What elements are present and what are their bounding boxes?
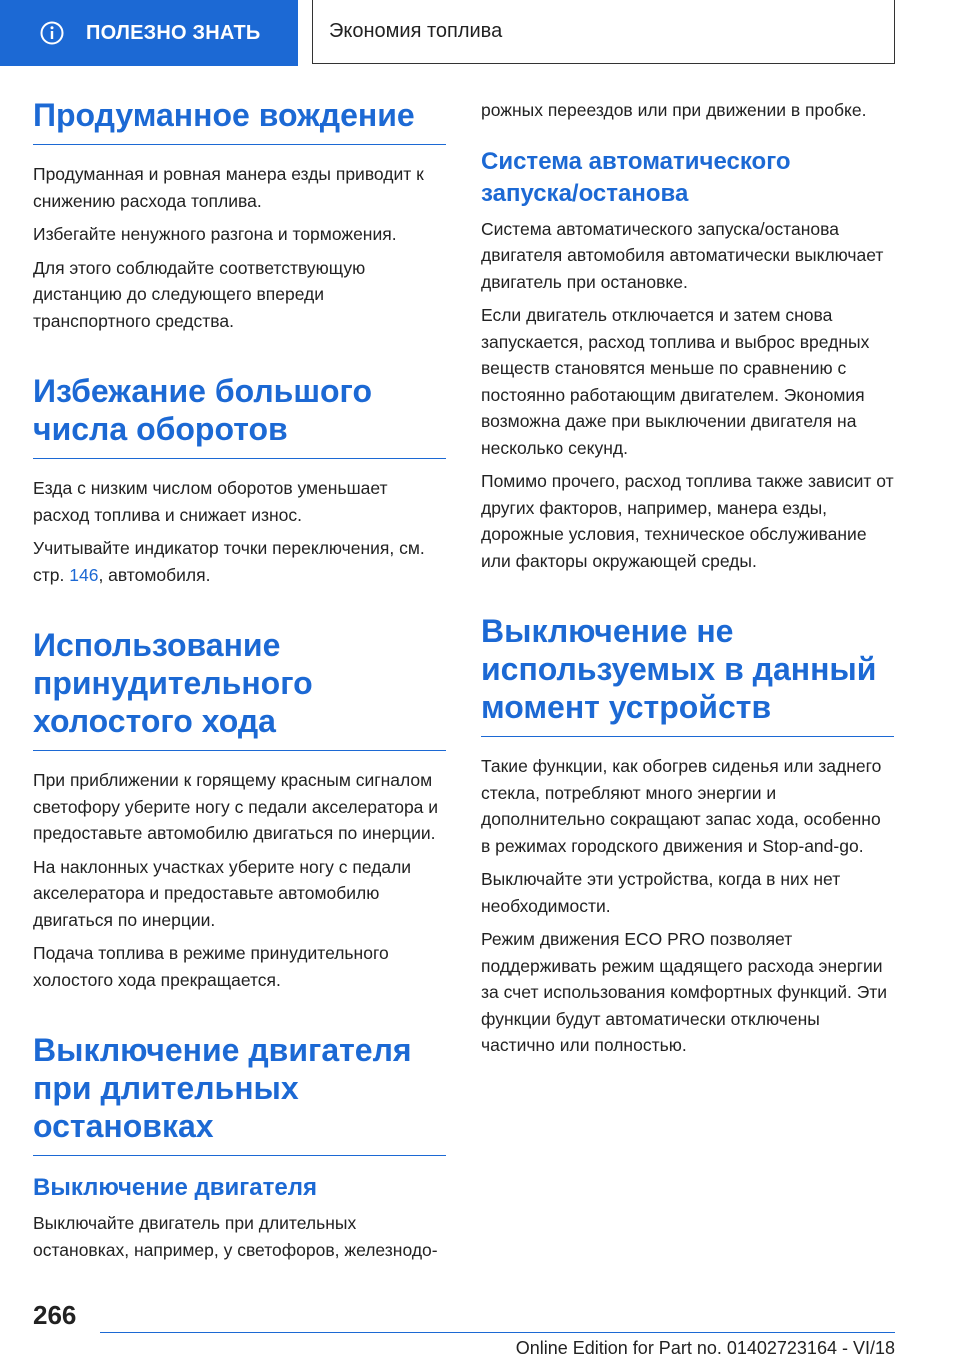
paragraph [33,535,446,588]
section-tab-label: ПОЛЕЗНО ЗНАТЬ [86,21,261,44]
paragraph: Для этого соблюдайте соответствующую дистанцию до следующего впереди транспортного средства. [33,257,366,331]
page-number: 266 [33,1300,77,1330]
paragraph: Езда с низким числом оборотов уменьшает расход топлива и снижает износ. [33,478,388,525]
section-low-rpm [33,372,446,588]
paragraph: Продуманная и ровная манера езды приводит к снижению расхода топлива. [33,164,424,211]
paragraph: На наклонных участках уберите ногу с педали акселератора и предоставьте автомобилю двигаться по инерции. [33,856,412,930]
subsection-title: Выключение двигателя [33,1174,317,1201]
section-unused-devices [481,612,894,1059]
info-icon [40,21,64,45]
paragraph: Избегайте ненужного разгона и торможения. [33,224,397,244]
footer-edition: Online Edition for Part no. 01402723164 - VI/18 [515,1338,895,1358]
right-column [481,97,894,1097]
page-reference-link[interactable]: 146 [69,564,99,585]
section-title: Использование принудительного холостого хода [33,626,446,751]
paragraph: Режим движения ECO PRO позволяет поддерживать режим щадящего расхода энергии за счет использования комфортных функций. Эти функции будут автоматически отключены частично или полностью. [481,929,888,1055]
paragraph: Если двигатель отключается и затем снова запускается, расход топлива и выброс вредных веществ становятся меньше по сравнению с постоянно работающим двигателем. Экономия возможна даже при выключении двигателя на несколько секунд. [481,305,870,458]
section-engine-off [33,1031,446,1263]
chapter-title: Экономия топлива [329,20,503,42]
section-title: Выключение двигателя при длительных остановках [33,1031,446,1156]
paragraph: Система автоматического запуска/останова двигателя автомобиля автоматически выключает двигатель при остановке. [481,218,884,292]
section-title: Избежание большого числа оборотов [33,372,446,459]
paragraph-continuation: рожных переездов или при движении в пробке. [481,100,867,120]
paragraph-text: , автомобиля. [98,564,211,585]
subsection-title: Система автоматического запуска/останова [481,147,791,207]
section-title: Выключение не используемых в данный момент устройств [481,612,894,737]
section-title: Продуманное вождение [33,96,446,145]
section-coasting [33,626,446,993]
section-smooth-driving [33,96,446,334]
paragraph-text: Учитывайте индикатор точки переключения, см. стр. [33,538,425,585]
paragraph: Помимо прочего, расход топлива также зависит от других факторов, например, манера езды, дорожные условия, техническое обслуживание или факторы окружающей среды. [481,471,894,571]
paragraph: При приближении к горящему красным сигналом светофору уберите ногу с педали акселератора и предоставьте автомобилю двигаться по инерции. [33,770,439,843]
paragraph: Такие функции, как обогрев сиденья или заднего стекла, потребляют много энергии и дополнительно сокращают запас хода, особенно в режимах городского движения и Stop-and-go. [481,756,882,856]
section-tab [0,0,298,66]
section-auto-start-stop [481,146,894,575]
paragraph: Подача топлива в режиме принудительного холостого хода прекращается. [33,943,389,990]
left-column [33,96,446,1301]
paragraph: Выключайте эти устройства, когда в них нет необходимости. [481,869,841,916]
paragraph: Выключайте двигатель при длительных остановках, например, у светофоров, железнодо- [33,1213,438,1260]
chapter-title-box [312,0,895,64]
footer-divider [100,1332,895,1333]
